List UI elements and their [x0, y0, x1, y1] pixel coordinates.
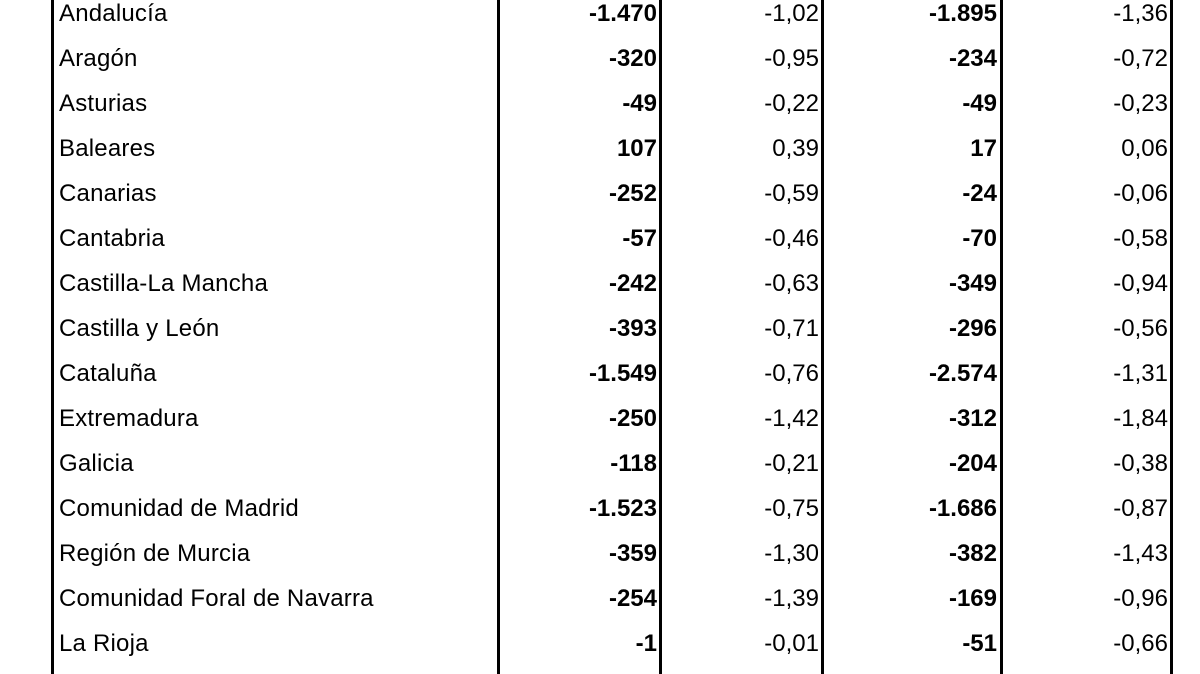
region-name: Galicia [59, 450, 134, 477]
value-col-1: -118 [610, 450, 657, 477]
region-name: Cantabria [59, 225, 165, 252]
value-col-4: -1,31 [1113, 360, 1168, 387]
value-col-2: -0,21 [764, 450, 819, 477]
value-col-3: -70 [962, 225, 997, 252]
value-col-3: -296 [948, 315, 997, 342]
value-col-2: -0,63 [764, 270, 819, 297]
value-col-1: -250 [608, 405, 657, 432]
value-col-3: -2.574 [928, 360, 997, 387]
value-col-4: -1,84 [1113, 405, 1168, 432]
value-col-4: -0,23 [1113, 90, 1168, 117]
region-name: Castilla y León [59, 315, 220, 342]
value-col-1: -254 [608, 585, 657, 612]
table-row [0, 576, 1200, 621]
region-name: Región de Murcia [59, 540, 251, 567]
region-name: Comunidad Foral de Navarra [59, 585, 374, 612]
value-col-3: -349 [948, 270, 997, 297]
value-col-3: -382 [948, 540, 997, 567]
region-name: Aragón [59, 45, 138, 72]
region-name: Andalucía [59, 0, 168, 27]
value-col-3: -1.895 [928, 0, 997, 27]
value-col-2: -0,76 [764, 360, 819, 387]
value-col-1: 107 [616, 135, 657, 162]
value-col-4: -0,96 [1113, 585, 1168, 612]
value-col-2: -0,46 [764, 225, 819, 252]
table-row [0, 306, 1200, 351]
value-col-1: -242 [608, 270, 657, 297]
table-row [0, 486, 1200, 531]
value-col-1: -1.523 [588, 495, 657, 522]
value-col-2: -1,39 [764, 585, 819, 612]
value-col-1: -1.470 [588, 0, 657, 27]
value-col-2: 0,39 [772, 135, 819, 162]
value-col-4: -0,66 [1113, 630, 1168, 657]
table-row [0, 216, 1200, 261]
value-col-4: -0,56 [1113, 315, 1168, 342]
region-name: Asturias [59, 90, 148, 117]
table-row [0, 36, 1200, 81]
table-row [0, 126, 1200, 171]
value-col-1: -49 [622, 90, 657, 117]
value-col-4: 0,06 [1121, 135, 1168, 162]
region-name: La Rioja [59, 630, 149, 657]
value-col-2: -1,42 [764, 405, 819, 432]
table-row [0, 441, 1200, 486]
value-col-2: -1,30 [764, 540, 819, 567]
value-col-2: -1,02 [764, 0, 819, 27]
table-row [0, 81, 1200, 126]
table-row [0, 0, 1200, 36]
value-col-3: -51 [962, 630, 997, 657]
region-name: Extremadura [59, 405, 199, 432]
value-col-2: -0,59 [764, 180, 819, 207]
value-col-4: -1,43 [1113, 540, 1168, 567]
value-col-3: -204 [948, 450, 997, 477]
value-col-2: -0,01 [764, 630, 819, 657]
value-col-3: 17 [970, 135, 997, 162]
value-col-1: -393 [608, 315, 657, 342]
value-col-1: -359 [608, 540, 657, 567]
value-col-3: -312 [948, 405, 997, 432]
region-name: Comunidad de Madrid [59, 495, 299, 522]
value-col-3: -234 [948, 45, 997, 72]
value-col-1: -320 [608, 45, 657, 72]
value-col-2: -0,75 [764, 495, 819, 522]
value-col-2: -0,22 [764, 90, 819, 117]
region-name: Cataluña [59, 360, 157, 387]
value-col-3: -49 [962, 90, 997, 117]
value-col-3: -24 [962, 180, 997, 207]
table-row [0, 351, 1200, 396]
table-row [0, 531, 1200, 576]
value-col-4: -0,87 [1113, 495, 1168, 522]
value-col-2: -0,71 [764, 315, 819, 342]
value-col-4: -0,38 [1113, 450, 1168, 477]
value-col-3: -1.686 [928, 495, 997, 522]
value-col-4: -1,36 [1113, 0, 1168, 27]
value-col-4: -0,94 [1113, 270, 1168, 297]
region-name: Castilla-La Mancha [59, 270, 269, 297]
region-name: Baleares [59, 135, 156, 162]
value-col-1: -57 [622, 225, 657, 252]
value-col-4: -0,06 [1113, 180, 1168, 207]
table-row [0, 261, 1200, 306]
table-row [0, 621, 1200, 666]
table-row [0, 396, 1200, 441]
value-col-3: -169 [948, 585, 997, 612]
value-col-1: -252 [608, 180, 657, 207]
value-col-2: -0,95 [764, 45, 819, 72]
value-col-4: -0,58 [1113, 225, 1168, 252]
value-col-1: -1.549 [588, 360, 657, 387]
region-name: Canarias [59, 180, 157, 207]
value-col-1: -1 [635, 630, 657, 657]
value-col-4: -0,72 [1113, 45, 1168, 72]
table-row [0, 171, 1200, 216]
